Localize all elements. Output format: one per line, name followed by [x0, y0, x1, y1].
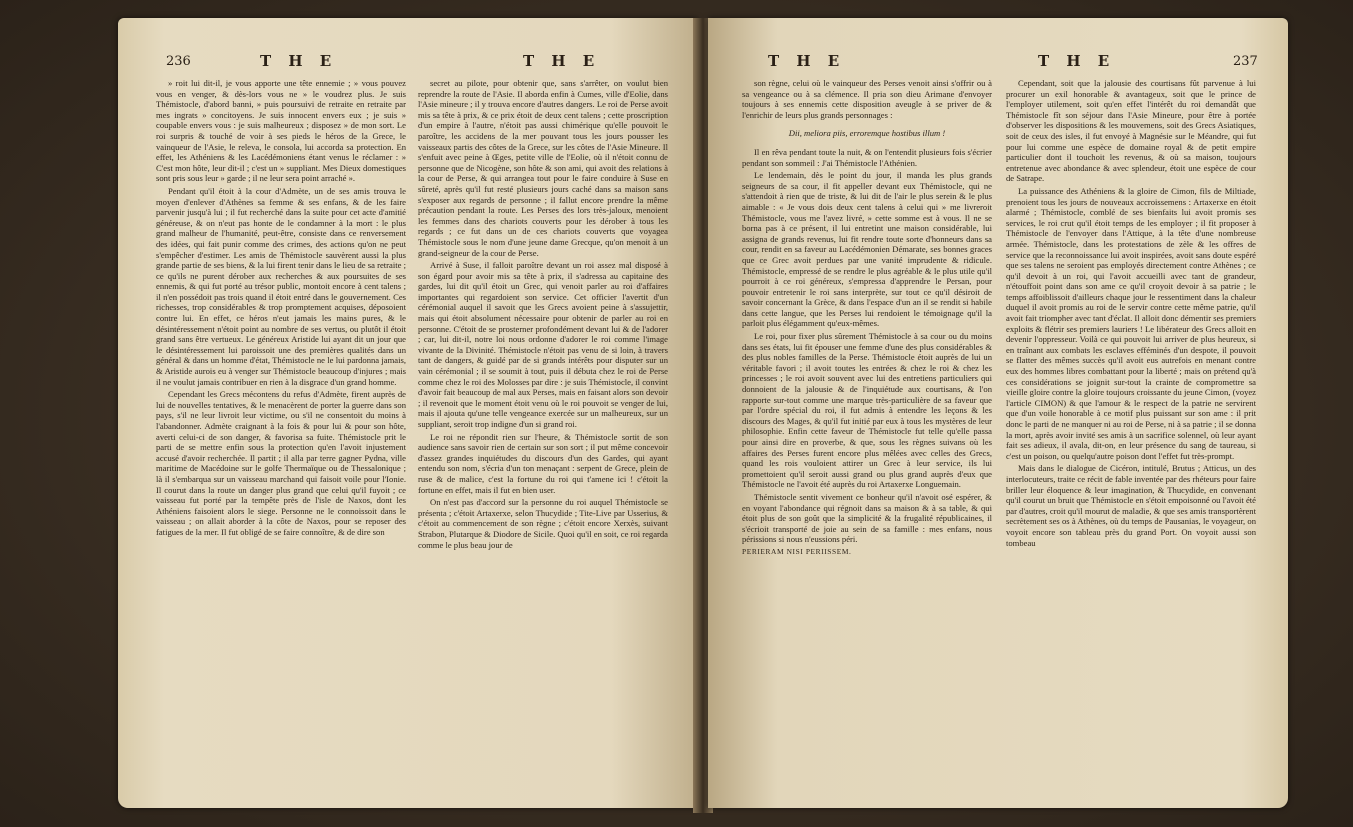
right-page-column-2 — [1006, 78, 1256, 778]
left-page-column-2 — [418, 78, 668, 778]
left-page-number: 236 — [166, 54, 191, 69]
paragraph: Il en rêva pendant toute la nuit, & on l'entendit plusieurs fois s'écrier pendant son sommeil : J'ai Thémistocle l'Athénien. — [742, 146, 992, 168]
paragraph: son règne, celui où le vainqueur des Perses venoit ainsi s'offrir ou à sa vengeance ou à sa clémence. Il pria son dieu Arimane d'envoyer toujours à ses ennemis cette disposition aveugle à se priver de & l'enrichir de leurs plus grands personnages : — [742, 78, 992, 120]
paragraph: Arrivé à Suse, il falloit paroître devant un roi assez mal disposé à son égard pour avoir mis sa tête à prix, il s'adressa au capitaine des gardes, lui dit qu'il étoit un Grec, qui venoit parler au roi d'affaires importantes qui regardoient son service. Cet officier l'avertit d'un cérémonial auquel il savoit que les Grecs avoient peine à s'assujettir, mais qui étoit absolument nécessaire pour obtenir de parler au roi en personne. C'étoit de se prosterner profondément devant lui & de l'adorer ; car, lui dit-il, notre loi nous ordonne d'adorer le roi comme l'image vivante de la Divinité. Thémistocle n'étoit pas venu de si loin, à travers tant de dangers, & guidé par de si grands intérêts pour disputer sur un vain cérémonial ; il se soumit à tout, puis il débuta chez le roi de Perse comme chez le roi des Molosses par dire : je suis Thémistocle, il convint d'avoir fait beaucoup de mal aux Perses, mais en faisant alors son devoir ; il revenoit que le moment étoit venu où le roi pouvoit se venger de lui, mais il ajouta qu'une telle vengeance exercée sur un malheureux, sur un suppliant, seroit trop indigne d'un si grand roi. — [418, 260, 668, 429]
paragraph: Cependant les Grecs mécontens du refus d'Admète, firent auprès de lui de nouvelles tentatives, & le menacèrent de porter la guerre dans son pays, s'il ne leur livroit leur victime, ou s'il ne consentoit du moins à l'abandonner. Admète craignant à la fois & pour lui & pour son hôte, averti celui-ci de son danger, & favorisa sa fuite. Thémistocle prit le parti de se mettre enfin sous la protection qu'en l'avoit injustement accusé d'avoir recherchée. Il partit ; il alla par terre gagner Pydna, ville maritime de Macédoine sur le golfe Thermaïque ou de Thessalonique ; là il s'embarqua sur un vaisseau marchand qui faisoit voile pour l'Ionie. Il courut dans la route un danger plus grand que celui qu'il fuyoit ; ce vaisseau fut porté par la tempête près de l'isle de Naxos, dont les Athéniens faisoient alors le siege. Personne ne le connoissoit dans le vaisseau ; on allait aborder à la côte de Naxos, pour se reposer des fatigues de la mer. Il fut obligé de se faire connoître, & de dire son — [156, 389, 406, 537]
left-page — [118, 18, 698, 808]
left-running-head-1: T H E — [260, 52, 338, 70]
paragraph: Pendant qu'il étoit à la cour d'Admète, un de ses amis trouva le moyen d'enlever d'Athènes sa femme & ses enfans, & de les faire parvenir jusqu'à lui ; il fut recherché dans la suite pour cet acte d'amitié généreuse, & on n'eut pas honte de le condamner à la mort : le plus grand malheur de l'humanité, peut-être, consiste dans ce renversement des idées, qui fait punir comme des crimes, des actions qu'on ne peut s'empêcher d'estimer. Les amis de Thémistocle sauvèrent aussi la plus grande partie de ses biens, & la lui firent tenir dans le lieu de sa retraite ; ce qu'ils ne purent dérober aux recherches & aux poursuites de ses ennemis, & qui fut porté au trésor public, montoit encore à cent talens ; il n'en possédoit pas trois quand il étoit entré dans le gouvernement. Ces richesses, trop considérables & trop promptement acquises, déposoient contre lui. En effet, ce héros n'eut jamais les mains pures, & le désintéressement n'étoit point au nombre de ses vertus, ou plutôt il étoit grand sans être vertueux. Le généreux Aristide lui ayant dit un jour que le désintéressement lui paroissoit une des premières qualités dans un général & dans un homme d'état, Thémistocle ne le lui pardonna jamais, & Aristide aurois eu à venger sur Thémistocle beaucoup d'injures ; mais il ne voulut jamais contribuer en rien à la disgrace d'un grand homme. — [156, 185, 406, 387]
paragraph: Cependant, soit que la jalousie des courtisans fût parvenue à lui procurer un exil honorable & avantageux, soit que le prince de l'employer utilement, soit qu'en effet l'intérêt du roi demandât que Thémistocle fît son séjour dans l'Asie Mineure, pour être à portée d'observer les dispositions & les mouvemens, soit des Grecs Asiatiques, soit de ceux des isles, il fut envoyé à Magnésie sur le Méandre, qui fut pour lui comme une espèce de domaine royal & de petit empire particulier dont il touchoit les revenus, & où sa maison, toujours entretenue avec abondance & avec splendeur, étoit une espèce de cour de Satrape. — [1006, 78, 1256, 184]
left-running-head-2: T H E — [523, 52, 601, 70]
paragraph: Le lendemain, dès le point du jour, il manda les plus grands seigneurs de sa cour, il fit appeller devant eux Thémistocle, qui ne s'attendoit à rien que de triste, & lui dit de l'air le plus serein & le plus aimable : « Je vous dois deux cent talens à celui qui » me livreroit Thémistocle, vous me l'avez livré, » cette somme est à vous. Il ne se borna pas à ce présent, il lui entretint une maison considérable, lui assigna de grands revenus, lui fit rendre toute sorte d'honneurs dans sa cour, rendit en sa faveur au Lacédémonien Démarate, ses bonnes graces que ce Grec avoit perdues par une vanité imprudente & ridicule. Thémistocle, empressé de se rendre le plus agréable & le plus utile qu'il pourroit à ce roi généreux, s'empressa d'apprendre le Persan, pour pouvoir entretenir le roi sans interprète, sur tout ce qu'il désiroit de savoir concernant la Grèce, & dans l'espace d'un an il se rendit si habile dans cette langue, que les Perses lui rendoient le témoignage qu'il la parloit plus élégamment qu'eux-mêmes. — [742, 170, 992, 329]
right-page-column-1 — [742, 78, 992, 778]
right-running-head-1: T H E — [768, 52, 846, 70]
paragraph: Mais dans le dialogue de Cicéron, intitulé, Brutus ; Atticus, un des interlocuteurs, traite ce récit de fable inventée par des rhéteurs pour faire briller leur éloquence & leur imagination, & Thucydide, en convenant qu'il courut un bruit que Thémistocle en s'étoit empoisonné ou l'avoit été par d'autres, croit qu'il mourut de maladie, & que ses amis transportèrent secrètement ses os à Athènes, où du temps de Pausanias, le voyageur, on voyoit encore son tableau près du grand Port. On voyoit aussi son tombeau — [1006, 463, 1256, 548]
paragraph: secret au pilote, pour obtenir que, sans s'arrêter, on voulut bien reprendre la route de l'Asie. Il aborda enfin à Cumes, ville d'Eolie, dans l'Asie mineure ; il y trouva encore d'autres dangers. Le roi de Perse avoit mis sa tête à prix, & ce prix étoit de deux cent talens ; cette proscription d'un empire à l'autre, n'étoit pas aussi chimérique qu'elle pouvoit le paroître, les accidens de la mer pouvant tous les jours pousser les vaisseaux partis des côtes de la Grece, sur les côtes de l'Asie Mineure. Il s'enfuit avec peine à Œges, petite ville de l'Eolie, où il n'étoit connu de personne que de Nicogène, son hôte & son ami, qui avoit des relations à la cour de Perse, & qui arrangea tout pour le faire conduire à Suse en sûreté, après qu'il fut resté plusieurs jours caché dans sa maison sans s'exposer aux regards de personne ; il fallut encore prendre la même précaution pendant la route. Les Perses des lors très-jaloux, menoient les femmes dans des chariots couverts pour les dérober à tous les regards ; ce fut dans un de ces chariots couverts que voyagea Thémistocle sous le nom d'une jeune dame Grecque, qu'on menoit à un grand-seigneur de la cour de Perse. — [418, 78, 668, 258]
paragraph: Le roi ne répondit rien sur l'heure, & Thémistocle sortit de son audience sans savoir rien de certain sur son sort ; il put même concevoir d'assez grandes inquiétudes du discours d'un des Gardes, qui ayant entendu son nom, s'écria d'un ton menaçant : serpent de Grece, plein de ruse & de malice, c'est la fortune du roi qui t'amene ici ! c'étoit la fortune en effet, mais il fut en bien user. — [418, 431, 668, 495]
latin-quotation: Dii, meliora piis, erroremque hostibus illum ! — [788, 128, 946, 139]
paragraph: Le roi, pour fixer plus sûrement Thémistocle à sa cour ou du moins dans ses états, lui fit épouser une femme d'une des plus considérables & des plus nobles familles de la Perse. Thémistocle étoit auprès de lui un véritable favori ; il avoit toutes les entrées & chez le roi & chez les princesses ; le roi avoit souvent avec lui des entretiens particuliers qui donnoient de la jalousie & de l'inquiétude aux courtisans, & l'on rapporte sur-tout comme une marque très-particulière de sa faveur que par l'ordre spécial du roi, il fut admis à entendre les leçons & les discours des Mages, & qu'il fut initié par eux à tous les mystères de leur philosophie. Enfin cette faveur de Thémistocle fut telle qu'elle passa pour ainsi dire en proverbe, & que, sous les règnes suivans où les affaires des Perses furent encore plus mêlées avec celles des Grecs, quand les rois vouloient attirer un Grec à leur service, ils lui promettoient qu'il seroit aussi grand ou plus grand auprès d'eux que Thémistocle ne l'avoit été auprès du roi Artaxerxe Longuemain. — [742, 331, 992, 490]
paragraph: Thémistocle sentit vivement ce bonheur qu'il n'avoit osé espérer, & en voyant l'abondance qui régnoit dans sa maison & à sa table, & qui étoit plus de son goût que la simplicité & la frugalité républicaines, il s'écrioit transporté de joie au sein de sa famille : mes enfans, nous périssions si nous n'eussions péri. — [742, 491, 992, 545]
paragraph: » roit lui dit-il, je vous apporte une tête ennemie ; » vous pouvez vous en venger, & dès-lors vous ne » le voudrez plus. Je suis Thémistocle, d'abord banni, » puis poursuivi de retraite en retraite par mes ingrats » concitoyens. Je suis innocent envers eux ; je suis » coupable envers vous : je suis malheureux ; disposez » de mon sort. Le roi surpris & touché de voir à ses pieds le héros de la Grece, le vainqueur de l'Asie, le releva, le consola, lui accorda sa protection. En effet, les Athéniens & les Lacédémoniens étant venus le réclamer : » C'est mon hôte, leur dit-il ; c'est un » suppliant. Mes Dieux domestiques sont pris sous leur » garde ; il ne leur sera point arraché ». — [156, 78, 406, 184]
right-page — [708, 18, 1288, 808]
paragraph: On n'est pas d'accord sur la personne du roi auquel Thémistocle se présenta ; c'étoit Artaxerxe, selon Thucydide ; Tite-Live par Usserius, & c'étoit au commencement de son règne ; c'étoit encore Xerxès, suivant Strabon, Plutarque & Diodore de Sicile. Quoi qu'il en soit, ce roi regarda comme le plus beau jour de — [418, 497, 668, 550]
paragraph: La puissance des Athéniens & la gloire de Cimon, fils de Miltiade, prenoient tous les jours de nouveaux accroissemens : Artaxerxe en étoit alarmé ; Thémistocle, comblé de ses bienfaits lui avoit promis ses services, le roi crut qu'il étoit temps de les employer ; il fit proposer à Thémistocle de l'envoyer dans l'Attique, à la tête d'une nombreuse armée. Thémistocle, dans les protestations de zèle & les offres de service que la reconnoissance lui avoit inspirées, avoit sans doute espéré que ses talens ne seroient pas employés directement contre Athènes ; ce qu'il devoit à un roi, qui l'avoit accueilli avec tant de grandeur, n'étouffoit point dans son ame ce qu'il croyoit devoir à sa patrie ; le temps affoiblissoit d'ailleurs chaque jour le ressentiment dans la chaleur duquel il avoit promis au roi de le servir contre cette même patrie, qu'il avoit fait triompher avec tant d'éclat. Il alloit donc démentir ses premiers exploits & flétrir ses premiers lauriers ! Le libérateur des Grecs alloit en devenir l'oppresseur. Voilà ce qui pouvoit lui arriver de plus heureux, si en traînant aux combats les esclaves efféminés d'un despote, il pouvoit se flatter des mêmes succès qu'il avoit eus autrefois en menant contre eux des hommes libres combattant pour la liberté ; mais on prétend qu'à ces considérations se joignit sur-tout la crainte de compromettre sa vieille gloire contre la gloire toujours croissante du jeune Cimon, (voyez l'article CIMON) & que l'amour & le respect de la patrie ne servirent que d'un voile honorable à ce motif plus puissant sur son ame : il prit donc le parti de ne manquer ni au roi de Perse, ni à sa patrie ; il se donna la mort, après avoir invité ses amis à un sacrifice solennel, où leur ayant fait ses adieux, il avala, dit-on, en leur présence du sang de taureau, si c'est un poison, ou quelqu'autre poison dont l'effet fut très-prompt. — [1006, 185, 1256, 461]
latin-motto: PERIERAM NISI PERIISSEM. — [742, 546, 852, 556]
right-page-number: 237 — [1233, 54, 1258, 69]
right-running-head-2: T H E — [1038, 52, 1116, 70]
left-page-column-1 — [156, 78, 406, 778]
open-book — [118, 18, 1298, 818]
